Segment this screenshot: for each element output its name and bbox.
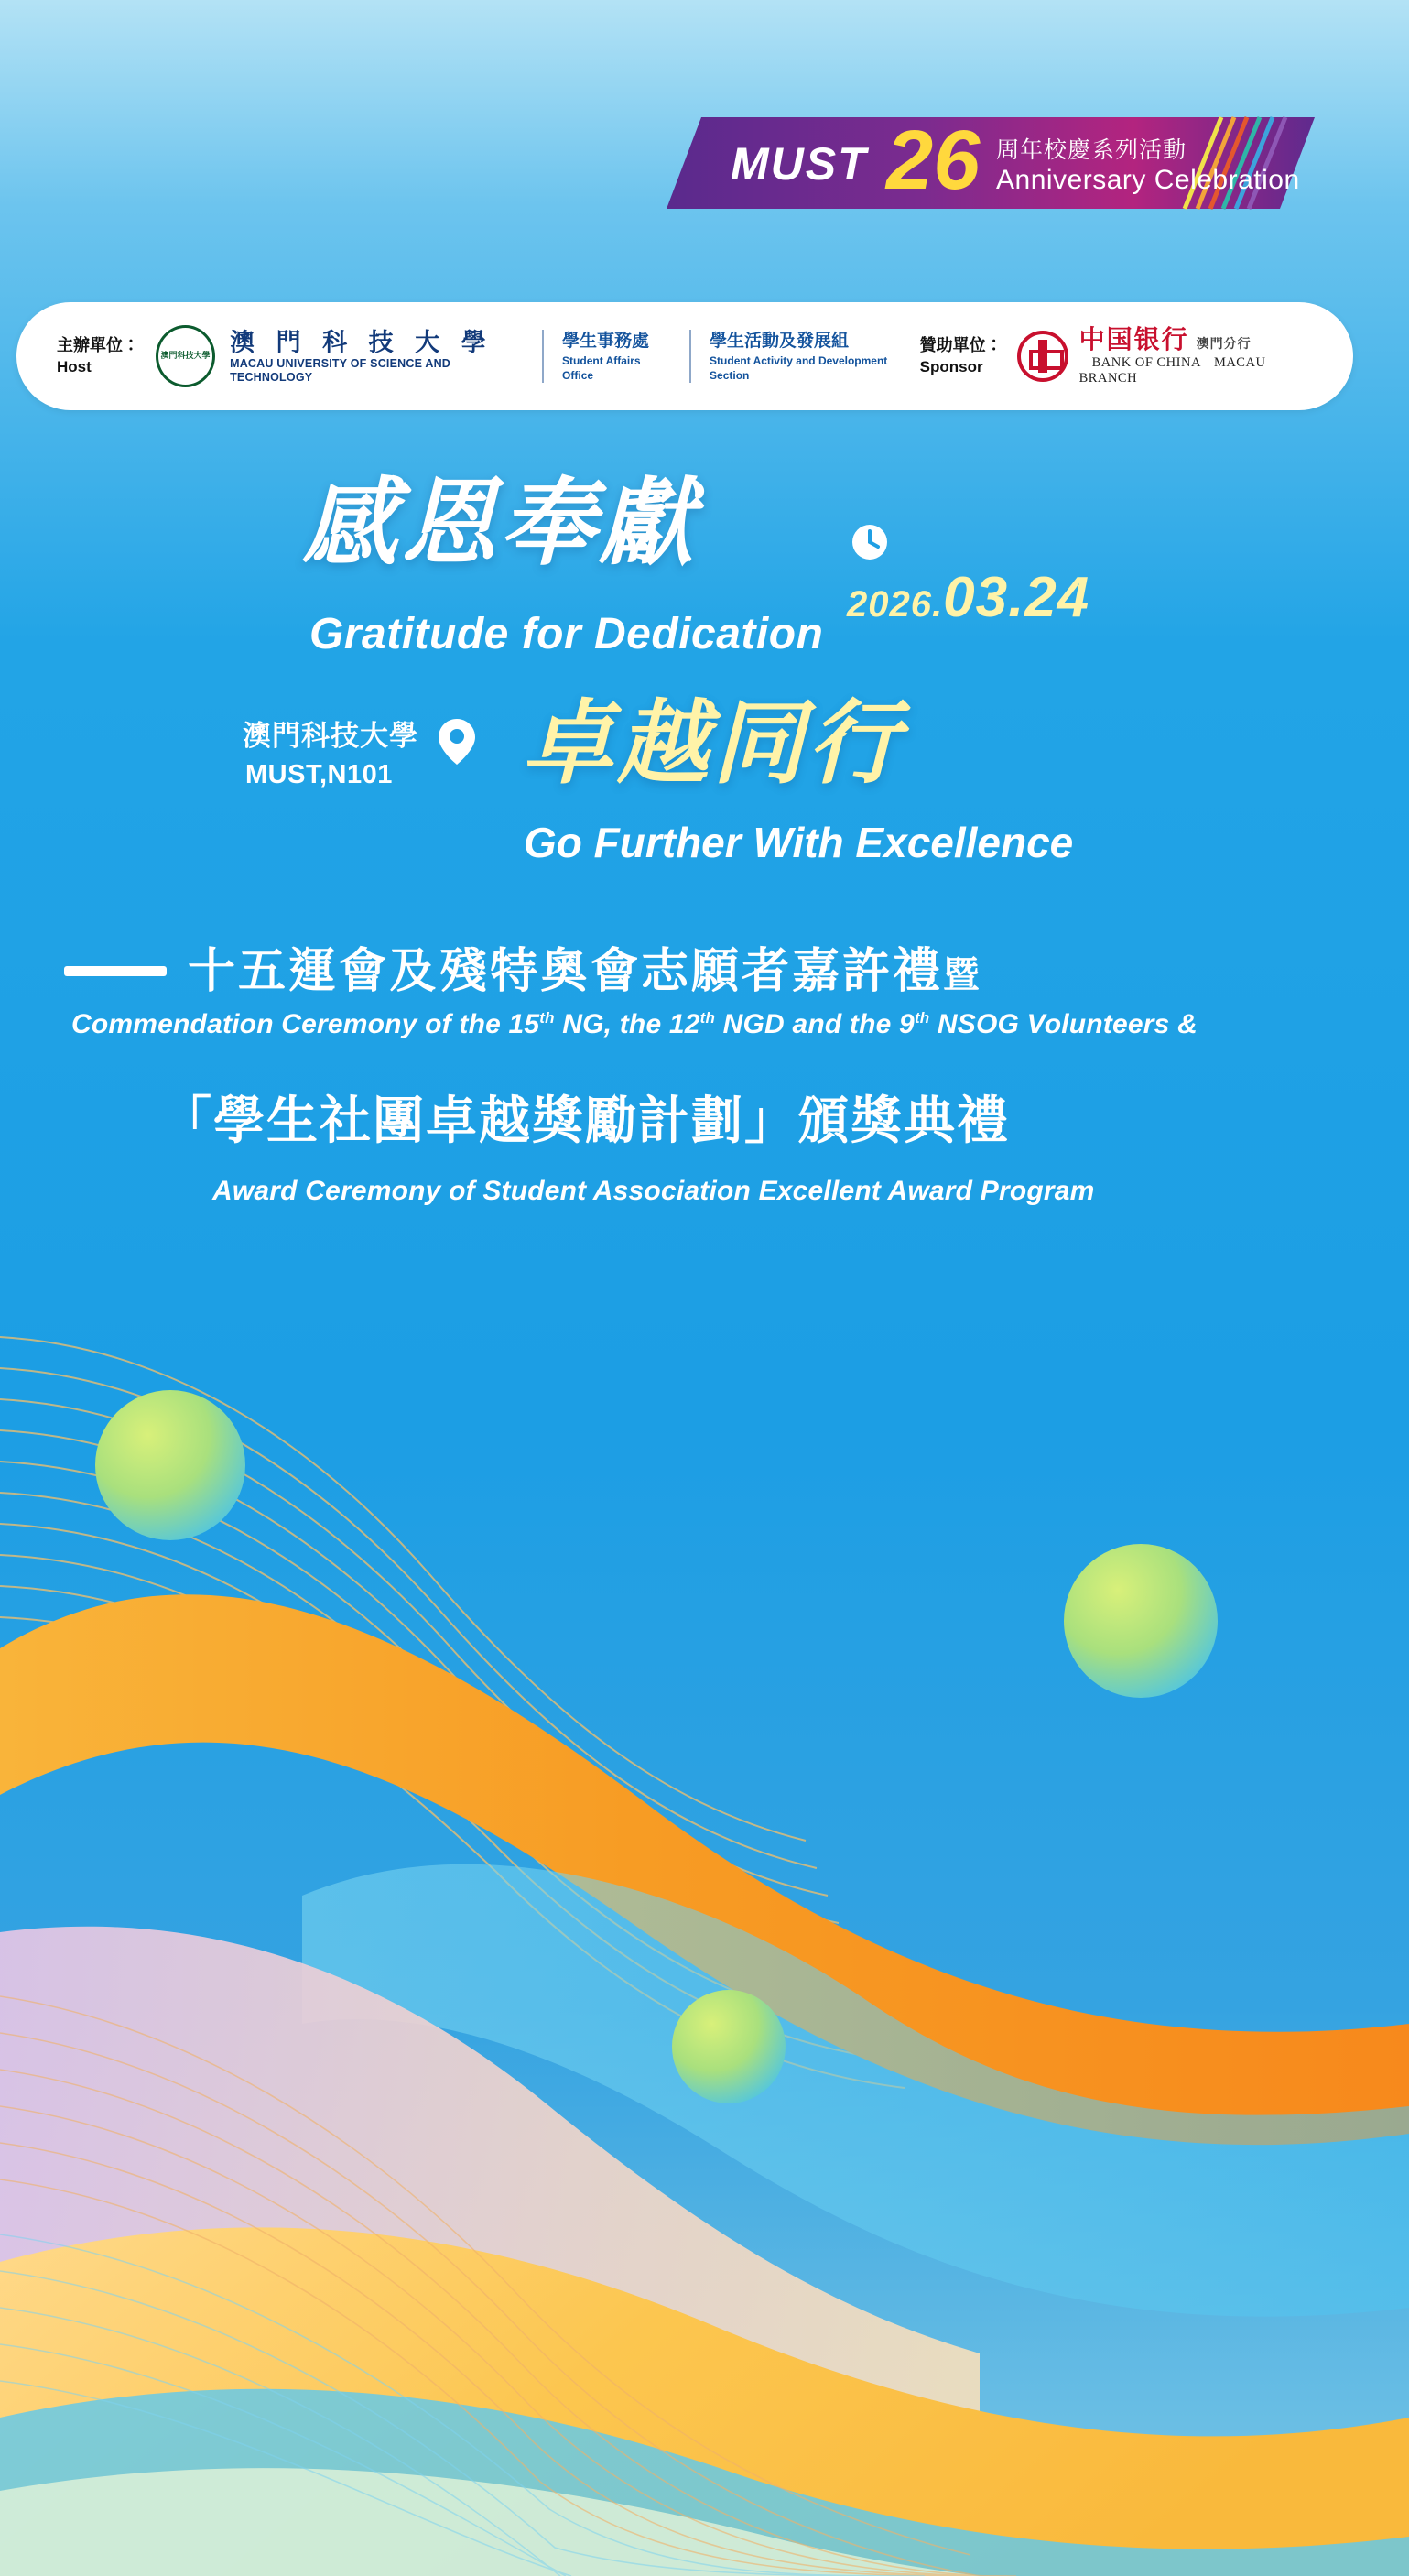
student-affairs-office [562, 330, 669, 383]
divider-1 [542, 330, 544, 383]
office-name-en: Student Affairs Office [562, 353, 641, 382]
section-name-en: Student Activity and Development Section [710, 353, 888, 382]
host-label-en: Host [57, 357, 92, 375]
anniversary-banner [667, 112, 1315, 214]
event-line1-en-sup2: th [699, 1009, 716, 1027]
bank-branch-en: MACAU BRANCH [1078, 355, 1266, 386]
bank-name-en: BANK OF CHINA [1091, 355, 1201, 371]
bank-of-china-mark-icon [1017, 331, 1068, 382]
university-seal-text: 澳門科技大學 [160, 351, 211, 361]
headline-second-cn: 卓越同行 [522, 692, 903, 795]
event-line1-en-post: NSOG Volunteers & [929, 1009, 1198, 1039]
bank-of-china-text [1079, 326, 1313, 386]
venue-name-cn: 澳門科技大學 [243, 720, 418, 752]
event-line1-en-mid1: NG, the 12 [554, 1009, 700, 1039]
section-name-cn: 學生活動及發展組 [710, 331, 850, 351]
anniversary-number: 26 [886, 114, 981, 207]
bank-of-china-logo [1017, 326, 1313, 386]
event-line1-en-sup3: th [914, 1009, 930, 1027]
sponsor-label [920, 334, 1003, 377]
event-line1-en-mid2: NGD and the 9 [715, 1009, 915, 1039]
event-line1-cn-tail: 暨 [943, 955, 981, 995]
headline-main-en: Gratitude for Dedication [309, 610, 824, 658]
activity-section [710, 330, 920, 383]
headline-main-cn: 感恩奉獻 [302, 471, 699, 577]
event-line1-cn-main: 十五運會及殘特奧會志願者嘉許禮 [188, 945, 944, 998]
event-line1-cn [188, 932, 981, 1001]
headline-second-en: Go Further With Excellence [524, 819, 1074, 866]
clock-icon [850, 522, 890, 562]
event-line2-cn: 「學生社團卓越獎勵計劃」頒獎典禮 [160, 1092, 1010, 1149]
event-date-year: 2026. [847, 584, 944, 625]
divider-2 [689, 330, 691, 383]
organizer-bar [16, 302, 1353, 410]
sponsor-label-cn: 贊助單位： [919, 336, 1003, 355]
university-name [230, 328, 522, 385]
host-label-cn: 主辦單位： [57, 336, 139, 355]
university-name-cn: 澳 門 科 技 大 學 [230, 328, 493, 356]
event-line1-en-pre: Commendation Ceremony of the 15 [71, 1009, 540, 1039]
bank-name-cn-row [1079, 326, 1313, 355]
title-dash [64, 966, 167, 976]
location-pin-icon [437, 717, 477, 766]
office-name-cn: 學生事務處 [562, 331, 650, 351]
event-line1-en [71, 1009, 1198, 1040]
event-date-monthday: 03.24 [943, 566, 1090, 629]
bank-branch-cn: 澳門分行 [1196, 338, 1252, 353]
venue-name-en: MUST,N101 [245, 760, 393, 789]
event-line1-en-sup1: th [539, 1009, 555, 1027]
event-date [847, 565, 1089, 630]
must-logo-text: MUST [731, 138, 868, 190]
event-line2-en: Award Ceremony of Student Association Excellent Award Program [212, 1176, 1095, 1206]
university-seal-icon [156, 325, 215, 387]
banner-title-en: Anniversary Celebration [996, 165, 1300, 195]
banner-title-cn: 周年校慶系列活動 [996, 137, 1187, 163]
bank-name-en-row [1079, 355, 1313, 386]
sponsor-label-en: Sponsor [919, 357, 983, 375]
host-label [57, 334, 139, 377]
university-name-en: MACAU UNIVERSITY OF SCIENCE AND TECHNOLOGY [230, 357, 451, 385]
bank-name-cn: 中国银行 [1078, 326, 1189, 355]
